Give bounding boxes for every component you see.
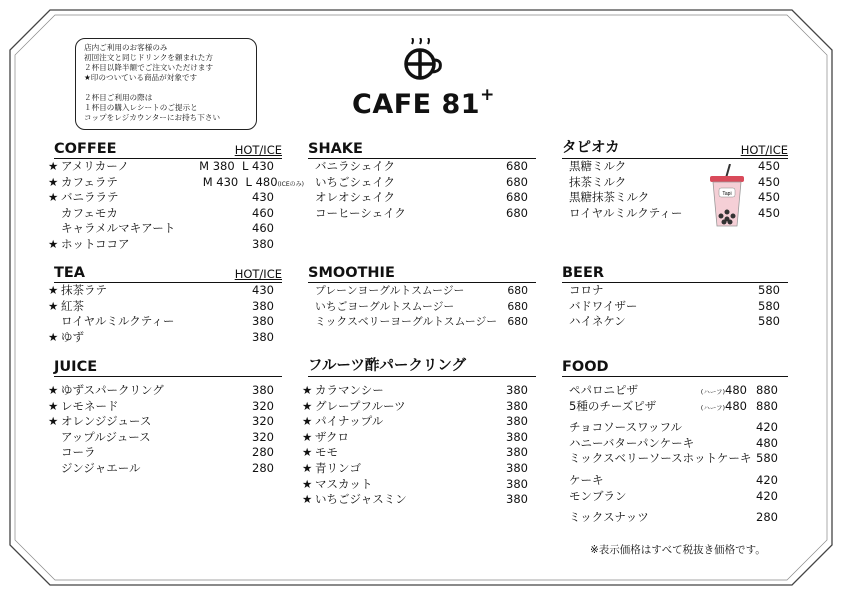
menu-item: ★ モモ 380 <box>302 445 528 460</box>
section-juice <box>48 358 282 477</box>
section-header <box>562 358 788 377</box>
section-title: SMOOTHIE <box>308 265 395 281</box>
notice-line: １杯目の購入レシートのご提示と <box>84 103 198 112</box>
menu-item: ペパロニピザ (ハーフ)480 880 <box>569 383 778 397</box>
section-header <box>54 358 282 377</box>
notice-line: 店内ご利用のお客様のみ <box>84 43 168 52</box>
menu-item: カフェモカ 460 <box>61 205 274 220</box>
section-header <box>562 264 788 283</box>
cup-label: Tapi <box>722 191 732 197</box>
menu-item: ★ バニララテ 430 <box>48 190 274 205</box>
star-icon: ★ <box>302 414 313 429</box>
menu-item: ハニーバターパンケーキ 480 <box>569 435 778 450</box>
section-beer <box>562 264 788 330</box>
star-icon: ★ <box>48 383 59 397</box>
star-icon: ★ <box>48 174 59 189</box>
star-icon: ★ <box>48 298 59 313</box>
menu-item: 抹茶ミルク 450 <box>569 174 780 189</box>
menu-item: ミックスベリーソースホットケーキ 580 <box>569 451 778 466</box>
section-title: SHAKE <box>308 141 363 157</box>
hot-ice-label: HOT/ICE <box>740 143 788 157</box>
menu-item: コロナ 580 <box>569 283 780 297</box>
menu-item: ミックスベリーヨーグルトスムージー 680 <box>315 315 528 329</box>
menu-item: チョコソースワッフル 420 <box>569 420 778 435</box>
notice-line: ★印のついている商品が対象です <box>84 73 198 82</box>
tax-footnote: ※表示価格はすべて税抜き価格です。 <box>590 544 766 556</box>
tapioca-cup-icon <box>708 164 746 228</box>
section-title: タピオカ <box>562 140 620 156</box>
menu-item: コーラ 280 <box>61 445 274 460</box>
star-icon: ★ <box>48 414 59 429</box>
notice-line <box>84 83 248 93</box>
section-tapioca <box>562 140 788 221</box>
star-icon: ★ <box>302 445 313 460</box>
menu-item: ケーキ 420 <box>569 472 778 487</box>
section-food <box>562 358 788 526</box>
logo-name: CAFE 81 <box>352 89 481 120</box>
hot-ice-label: HOT/ICE <box>234 143 282 157</box>
menu-item: ★ マスカット 380 <box>302 476 528 491</box>
menu-item: ★ ザクロ 380 <box>302 429 528 444</box>
menu-item: ★ カラマンシー 380 <box>302 383 528 397</box>
menu-item: プレーンヨーグルトスムージー 680 <box>315 284 528 297</box>
menu-item: ★ ゆず 380 <box>48 329 274 344</box>
star-icon: ★ <box>302 398 313 413</box>
menu-item: ハイネケン 580 <box>569 314 780 329</box>
section-title: TEA <box>54 265 86 281</box>
menu-item: モンブラン 420 <box>569 488 778 503</box>
section-header <box>308 140 536 159</box>
menu-item: ★ パイナップル 380 <box>302 414 528 429</box>
star-icon: ★ <box>302 476 313 491</box>
section-title: フルーツ酢パークリング <box>308 358 467 374</box>
section-fruit-vinegar <box>302 358 536 508</box>
menu-item: バニラシェイク 680 <box>315 159 528 173</box>
star-icon: ★ <box>48 329 59 344</box>
menu-item: キャラメルマキアート 460 <box>61 221 274 236</box>
notice-line: ２杯目以降半額でご注文いただけます <box>84 63 214 72</box>
section-smoothie <box>308 264 536 330</box>
star-icon: ★ <box>48 159 59 173</box>
section-header <box>54 140 282 159</box>
star-icon: ★ <box>302 460 313 475</box>
star-icon: ★ <box>302 383 313 397</box>
menu-item: いちごシェイク 680 <box>315 174 528 189</box>
notice-line: コップをレジカウンターにお持ち下さい <box>84 113 221 122</box>
menu-item: ★ 抹茶ラテ 430 <box>48 283 274 297</box>
menu-item: ★ ホットココア 380 <box>48 236 274 251</box>
section-title: JUICE <box>54 359 98 375</box>
star-icon: ★ <box>302 429 313 444</box>
menu-item: バドワイザー 580 <box>569 298 780 313</box>
section-header <box>562 140 788 159</box>
star-icon: ★ <box>48 190 59 205</box>
star-icon: ★ <box>302 492 313 507</box>
menu-item: ロイヤルミルクティー 450 <box>569 205 780 220</box>
section-header <box>54 264 282 283</box>
section-title: BEER <box>562 265 605 281</box>
section-header <box>308 358 536 377</box>
menu-item: ミックスナッツ 280 <box>569 510 778 525</box>
section-header <box>308 264 536 283</box>
section-coffee <box>48 140 304 253</box>
section-title: COFFEE <box>54 141 117 157</box>
menu-item: ★ カフェラテ M 430 L 480(ICEのみ) <box>48 174 304 189</box>
menu-item: いちごヨーグルトスムージー 680 <box>315 299 528 313</box>
menu-item: 黒糖ミルク 450 <box>569 159 780 173</box>
notice-box <box>75 38 257 130</box>
menu-item: ジンジャエール 280 <box>61 460 274 475</box>
logo-plus: + <box>480 85 495 105</box>
menu-item: オレオシェイク 680 <box>315 190 528 205</box>
hot-ice-label: HOT/ICE <box>234 267 282 281</box>
menu-item: ★ レモネード 320 <box>48 398 274 413</box>
star-icon: ★ <box>48 283 59 297</box>
star-icon: ★ <box>48 398 59 413</box>
section-shake <box>308 140 536 221</box>
menu-item: ★ グレープフルーツ 380 <box>302 398 528 413</box>
menu-item: ★ オレンジジュース 320 <box>48 414 274 429</box>
logo-wordmark <box>352 85 495 120</box>
section-tea <box>48 264 282 345</box>
menu-item: アップルジュース 320 <box>61 429 274 444</box>
menu-item: ★ 青リンゴ 380 <box>302 460 528 475</box>
notice-line: ２杯目ご利用の際は <box>84 93 153 102</box>
notice-line: 初回注文と同じドリンクを頼まれた方 <box>84 53 213 62</box>
menu-item: ロイヤルミルクティー 380 <box>61 314 274 329</box>
section-title: FOOD <box>562 359 609 375</box>
menu-item: ★ ゆずスパークリング 380 <box>48 383 274 397</box>
menu-item: 5種のチーズピザ (ハーフ)480 880 <box>569 398 778 413</box>
menu-item: ★ いちごジャスミン 380 <box>302 492 528 507</box>
menu-item: ★ アメリカーノ M 380 L 430 <box>48 159 274 173</box>
menu-item: 黒糖抹茶ミルク 450 <box>569 190 780 205</box>
star-icon: ★ <box>48 236 59 251</box>
menu-item: コーヒーシェイク 680 <box>315 205 528 220</box>
menu-item: ★ 紅茶 380 <box>48 298 274 313</box>
